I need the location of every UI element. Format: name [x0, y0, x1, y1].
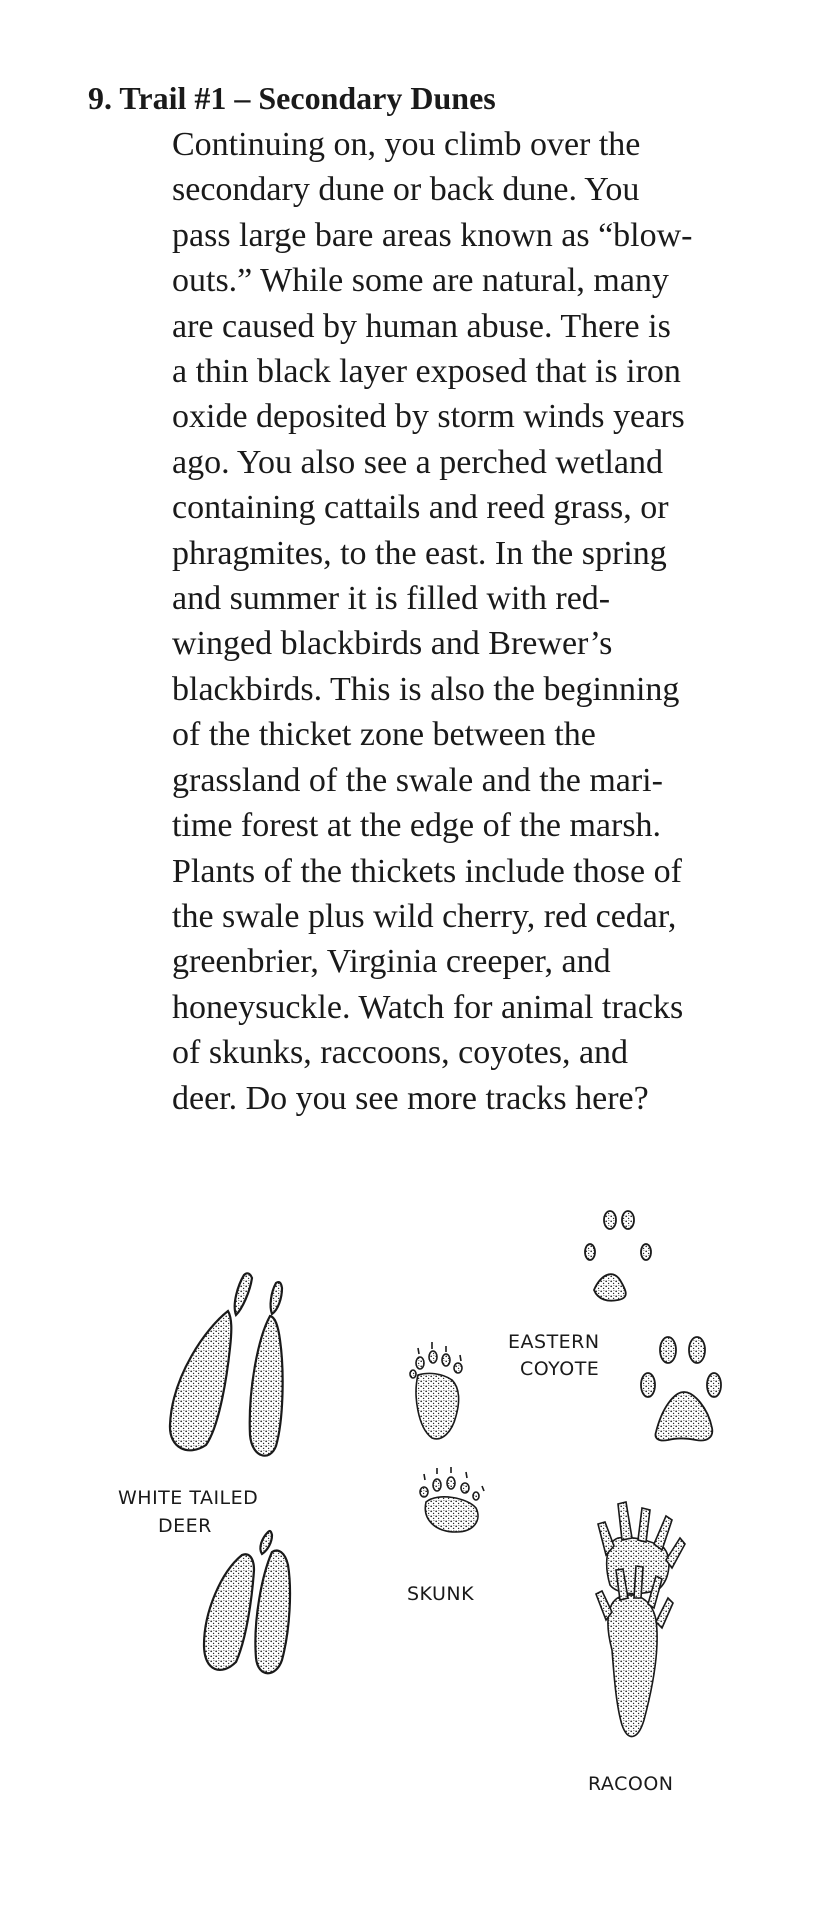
body-line: blackbirds. This is also the beginning — [172, 670, 680, 708]
body-line: pass large bare areas known as “blow- — [172, 216, 693, 254]
body-line: greenbrier, Virginia creeper, and — [172, 943, 611, 981]
body-line: honeysuckle. Watch for animal tracks — [172, 988, 684, 1026]
body-line: Continuing on, you climb over the — [172, 126, 641, 163]
raccoon-track-hind — [596, 1566, 673, 1736]
deer-track-upper — [170, 1273, 283, 1455]
label-coyote-line1: EASTERN — [508, 1331, 600, 1353]
body-line: and summer it is filled with red- — [172, 580, 611, 618]
body-line: the swale plus wild cherry, red cedar, — [172, 897, 677, 935]
coyote-track-lower — [641, 1337, 721, 1441]
body-line: a thin black layer exposed that is iron — [172, 353, 681, 391]
animal-tracks-illustration — [0, 1180, 819, 1840]
label-deer-line2: DEER — [158, 1515, 212, 1537]
body-line: deer. Do you see more tracks here? — [172, 1079, 649, 1117]
body-line: containing cattails and reed grass, or — [172, 489, 669, 527]
coyote-track-upper — [585, 1211, 651, 1301]
body-line: Plants of the thickets include those of — [172, 852, 682, 890]
body-line: phragmites, to the east. In the spring — [172, 534, 667, 572]
body-line: of skunks, raccoons, coyotes, and — [172, 1034, 629, 1072]
label-deer-line1: WHITE TAILED — [118, 1487, 259, 1509]
label-skunk: SKUNK — [407, 1583, 475, 1605]
body-line: oxide deposited by storm winds years — [172, 398, 685, 436]
body-line: of the thicket zone between the — [172, 716, 596, 754]
body-line: secondary dune or back dune. You — [172, 171, 640, 209]
body-line: ago. You also see a perched wetland — [172, 443, 663, 481]
body-line: time forest at the edge of the marsh. — [172, 807, 662, 845]
body-text — [172, 122, 772, 1121]
skunk-track-upper — [410, 1342, 462, 1439]
body-line: grassland of the swale and the mari- — [172, 761, 663, 799]
body-line: are caused by human abuse. There is — [172, 307, 671, 345]
body-line: winged blackbirds and Brewer’s — [172, 625, 613, 663]
skunk-track-lower — [420, 1467, 484, 1532]
deer-track-lower — [204, 1531, 290, 1673]
label-coyote-line2: COYOTE — [520, 1358, 600, 1380]
label-raccoon: RACOON — [588, 1773, 674, 1795]
section-heading: 9. Trail #1 – Secondary Dunes — [88, 80, 496, 116]
body-line: outs.” While some are natural, many — [172, 262, 669, 300]
